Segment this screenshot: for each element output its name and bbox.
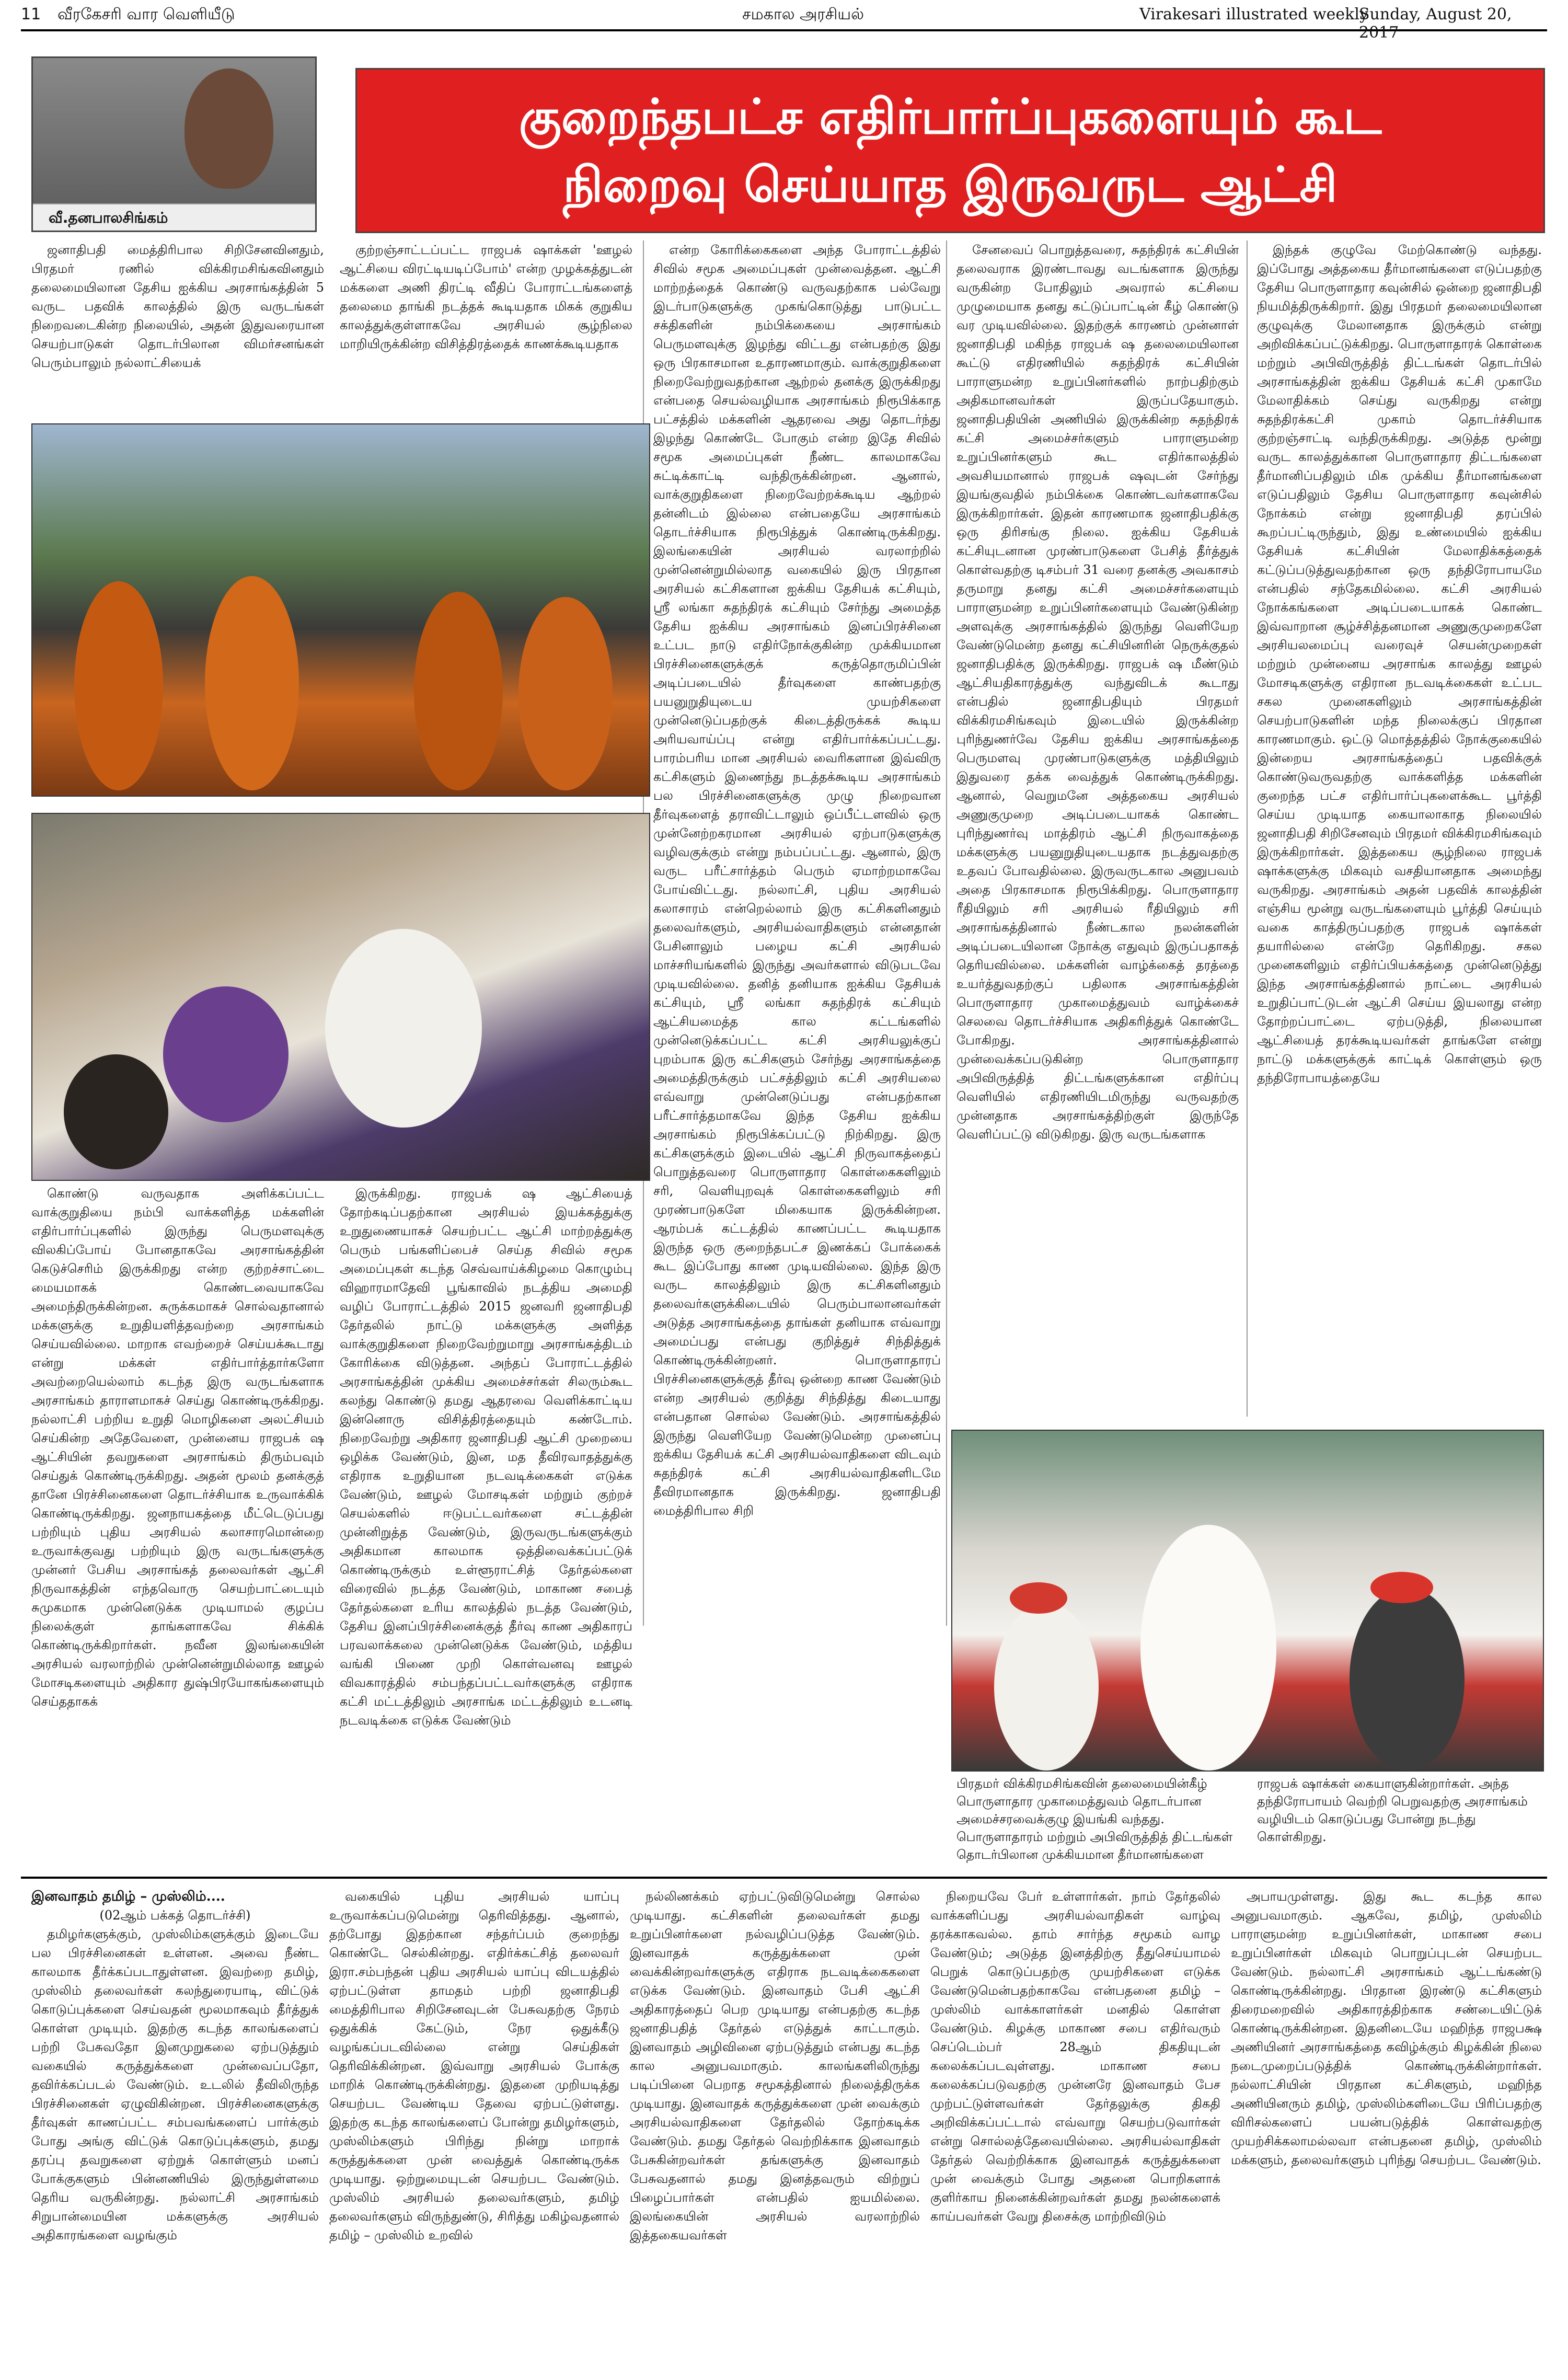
lower-column-2	[329, 1887, 619, 2373]
headline-line-2: நிறைவு செய்யாத இருவருட ஆட்சி	[563, 156, 1338, 213]
lower-subhead: இனவாதம் தமிழ் – முஸ்லிம்....	[31, 1889, 225, 1904]
photo-seated-protest	[31, 813, 650, 1181]
paragraph: தமிழர்களுக்கும், முஸ்லிம்களுக்கும் இடையே பல பிரச்சினைகள் உள்ளன. அவை நீண்ட காலமாக தீர்க்கப்படாதுள்ளன. இவற்றை தமிழ், முஸ்லிம் தலைவர்கள் கலந்துரையாடி, விட்டுக் கொடுப்புக்களை செய்வதன் மூலமாகவும் தீர்த்துக் கொள்ள முடியும். இதற்கு கடந்த காலங்களைப் பற்றி பேசுவதோ இனமுறுகலை ஏற்படுத்தும் வகையில் கருத்துக்களை முன்வைப்பதோ, தவிர்க்கப்படல் வேண்டும். உடலில் தீவிலிருந்த பிரச்சினைகள் ஏழுவிகின்றன. பிரச்சினைகளுக்கு தீர்வுகள் காணப்பட்ட சம்பவங்களைப் பார்க்கும் போது அங்கு விட்டுக் கொடுப்புக்களும், தமது தரப்பு தவறுகளை ஏற்றுக் கொள்ளும் மனப் போக்குகளும் பின்னணியில் இருந்துள்ளமை தெரிய வருகின்றது. நல்லாட்சி அரசாங்கம் சிறுபான்மையின மக்களுக்கு அரசியல் அதிகாரங்களை வழங்கும்	[31, 1927, 319, 2243]
paragraph: என்ற கோரிக்கைகளை அந்த போராட்டத்தில் சிவில் சமூக அமைப்புகள் முன்வைத்தன. ஆட்சி மாற்றத்தைக் கொண்டு வருவதற்காக பல்வேறு இடர்பாடுகளுக்கு முகங்கொடுத்து பாடுபட்ட சக்திகளின் நம்பிக்கையை அரசாங்கம் பெருமளவுக்கு இழந்து விட்டது என்பதற்கு இது ஒரு பிரகாசமான உதாரணமாகும். வாக்குறுதிகளை நிறைவேற்றுவதற்கான ஆற்றல் தனக்கு இருக்கிறது என்பதை செயல்வழியாக அரசாங்கம் நிரூபிக்காத பட்சத்தில் மக்களின் ஆதரவை அது தொடர்ந்து இழந்து கொண்டே போகும் என்ற இதே சிவில் சமூக அமைப்புகள் நீண்ட காலமாகவே சுட்டிக்காட்டி வந்திருக்கின்றன. ஆனால், வாக்குறுதிகளை நிறைவேற்றக்கூடிய ஆற்றல் தன்னிடம் இல்லை என்பதையே அரசாங்கம் தொடர்ச்சியாக நிரூபித்துக் கொண்டிருக்கிறது. இலங்கையின் அரசியல் வரலாற்றில் முன்னென்றுமில்லாத வகையில் இரு பிரதான அரசியல் கட்சிகளான ஐக்கிய தேசியக் கட்சியும், ஸ்ரீ லங்கா சுதந்திரக் கட்சியும் சேர்ந்து அமைத்த தேசிய ஐக்கிய அரசாங்கம் இனப்பிரச்சினை உட்பட நாடு எதிர்நோக்குகின்ற முக்கியமான பிரச்சினைகளுக்குக் கருத்தொருமிப்பின் அடிப்படையில் தீர்வுகளை காண்பதற்கு பயனுறுதியுடைய முயற்சிகளை முன்னெடுப்பதற்குக் கிடைத்திருக்கக் கூடிய அரியவாய்ப்பு என்று எதிர்பார்க்கப்பட்டது. பாரம்பரிய மான அரசியல் வைரிகளான இவ்விரு கட்சிகளும் இணைந்து நடத்தக்கூடிய அரசாங்கம் பல பிரச்சினைகளுக்கு முழு நிறைவான தீர்வுகளைத் தராவிட்டாலும் ஒப்பீட்டளவில் ஒரு முன்னேற்றகரமான அரசியல் ஏற்பாடுகளுக்கு வழிவகுக்கும் என்று நம்பப்பட்டது. ஆனால், இரு வருட பரீட்சார்த்தம் பெரும் ஏமாற்றமாகவே போய்விட்டது. நல்லாட்சி, புதிய அரசியல் கலாசாரம் என்றெல்லாம் இரு கட்சிகளினதும் தலைவர்களும், அரசியல்வாதிகளும் என்னதான் பேசினாலும் பழைய கட்சி அரசியல் மாச்சரியங்களில் இருந்து அவர்களால் விடுபடவே முடியவில்லை. தனித் தனியாக ஐக்கிய தேசியக் கட்சியும், ஸ்ரீ லங்கா சுதந்திரக் கட்சியும் ஆட்சியமைத்த கால கட்டங்களில் முன்னெடுக்கப்பட்ட கட்சி அரசியலுக்குப் புறம்பாக இரு கட்சிகளும் சேர்ந்து அரசாங்கத்தை அமைத்திருக்கும் பட்சத்திலும் கட்சி அரசியலை எவ்வாறு முன்னெடுப்பது என்பதற்கான பரீட்சார்த்தமாகவே இந்த தேசிய ஐக்கிய அரசாங்கம் நிரூபிக்கப்பட்டு நிற்கிறது. இரு கட்சிகளுக்கும் இடையில் ஆட்சி நிருவாகத்தைப் பொறுத்தவரை பொருளாதார கொள்கைகளிலும் சரி, வெளியுறவுக் கொள்கைகளிலும் சரி முரண்பாடுகளே மிகையாக இருக்கின்றன. ஆரம்பக் கட்டத்தில் காணப்பட்ட கூடியதாக இருந்த ஒரு குறைந்தபட்ச இணக்கப் போக்கைக் கூட இப்போது காண முடியவில்லை. இந்த இரு வருட காலத்திலும் இரு கட்சிகளினதும் தலைவர்களுக்கிடையில் பெரும்பாலானவர்கள் அடுத்த அரசாங்கத்தை தாங்கள் தனியாக எவ்வாறு அமைப்பது என்பது குறித்துச் சிந்தித்துக் கொண்டிருக்கின்றனர். பொருளாதாரப் பிரச்சினைகளுக்குத் தீர்வு ஒன்றை காண வேண்டும் என்ற அரசியல் குறித்து சிந்தித்து கிடையாது என்பதான சொல்ல வேண்டும். அரசாங்கத்தில் இருந்து வெளியேற வேண்டுமென்ற முனைப்பு ஐக்கிய தேசியக் கட்சி அரசியல்வாதிகளை விடவும் சுதந்திரக் கட்சி அரசியல்வாதிகளிடமே தீவிரமானதாக இருக்கிறது. ஜனாதிபதி மைத்திரிபால சிறி	[653, 243, 941, 1518]
figure	[205, 576, 299, 790]
column-rule	[946, 240, 947, 1626]
paragraph: அபாயமுள்ளது. இது கூட கடந்த கால அனுபவமாகும். ஆகவே, தமிழ், முஸ்லிம் பாராளுமன்ற உறுப்பினர்கள், மாகாண சபை உறுப்பினர்கள் மிகவும் பொறுப்புடன் செயற்பட வேண்டும். நல்லாட்சி அரசாங்கம் ஆட்டங்கண்டு கொண்டிருக்கின்றது. பிரதான இரண்டு கட்சிகளும் திரைமறைவில் அதிகாரத்திற்காக சண்டையிட்டுக் கொண்டிருக்கின்றன. இதனிடையே மஹிந்த ராஜபக்ஷ அணியினர் அரசாங்கத்தை கவிழ்க்கும் கிழக்கின் நிலை நடைமுறைப்படுத்திக் கொண்டிருக்கின்றார்கள். நல்லாட்சியின் பிரதான கட்சிகளும், மஹிந்த அணியினரும் தமிழ், முஸ்லிம்களிடையே பிரிப்பதற்கு விரிசல்களைப் பயன்படுத்திக் கொள்வதற்கு முயற்சிக்கலாமல்லவா என்பதனை தமிழ், முஸ்லிம் மக்களும், தலைவர்களும் புரிந்து செயற்பட வேண்டும்.	[1231, 1889, 1542, 2167]
section-title: சமகால அரசியல்	[742, 5, 864, 24]
paragraph: நல்லிணக்கம் ஏற்பட்டுவிடுமென்று சொல்ல முடியாது. கட்சிகளின் தலைவர்கள் தமது உறுப்பினர்களை நல்வழிப்படுத்த வேண்டும். இனவாதக் கருத்துக்களை முன் வைக்கின்றவர்களுக்கு எதிராக நடவடிக்கைகளை எடுக்க வேண்டும். இனவாதம் பேசி ஆட்சி அதிகாரத்தைப் பெற முடியாது என்பதற்கு கடந்த ஜனாதிபதித் தேர்தல் எடுத்துக் காட்டாகும். இனவாதம் அழிவினை ஏற்படுத்தும் என்பது கடந்த கால அனுபவமாகும். காலங்களிலிருந்து படிப்பினை பெறாத சமூகத்தினால் நிலைத்திருக்க முடியாது. இனவாதக் கருத்துக்களை முன் வைக்கும் அரசியல்வாதிகளை தேர்தலில் தோற்கடிக்க வேண்டும். தமது தேர்தல் வெற்றிக்காக இனவாதம் பேசுகின்றவர்கள் தங்களுக்கு இனவாதம் பேசுவதனால் தமது இனத்தவரும் விற்றுப் பிழைப்பார்கள் என்பதில் ஐயமில்லை. இலங்கையின் அரசியல் வரலாற்றில் இத்தகையவர்கள்	[630, 1889, 920, 2243]
page-number: 11	[21, 5, 41, 24]
photo-monks-protest	[31, 423, 650, 797]
author-portrait	[31, 56, 317, 232]
continued-note: (02ஆம் பக்கத் தொடர்ச்சி)	[99, 1908, 251, 1923]
paragraph: நிறையவே பேர் உள்ளார்கள். நாம் தேர்தலில் வாக்களிப்பது அரசியல்வாதிகள் வாழ்வு தரக்காகவல்ல. தாம் சார்ந்த சமூகம் வாழ வேண்டும்; அடுத்த இனத்திற்கு தீதுசெய்யாமல் பெறுக் கொடுப்பதற்கு முயற்சிகளை எடுக்க வேண்டுமென்பதற்காகவே என்பதனை தமிழ் – முஸ்லிம் வாக்காளர்கள் மனதில் கொள்ள வேண்டும். கிழக்கு மாகாண சபை எதிர்வரும் செப்டெம்பர் 28ஆம் திகதியுடன் கலைக்கப்படவுள்ளது. மாகாண சபை கலைக்கப்படுவதற்கு முன்னரே இனவாதம் பேச முற்பட்டுள்ளவர்கள் தேர்தலுக்கு திகதி அறிவிக்கப்பட்டால் எவ்வாறு செயற்படுவார்கள் என்று சொல்லத்தேவையில்லை. அரசியல்வாதிகள் தேர்தல் வெற்றிக்காக இனவாதக் கருத்துக்களை முன் வைக்கும் போது அதனை பொறிகளாக் குளிர்காய நினைக்கின்றவர்கள் தமது நலன்களைக் காய்பவர்கள் வேறு திசைக்கு மாற்றிவிடும்	[930, 1889, 1220, 2224]
lower-column-5	[1231, 1887, 1542, 2373]
lower-column-3	[630, 1887, 920, 2373]
paragraph: வகையில் புதிய அரசியல் யாப்பு உருவாக்கப்படுமென்று தெரிவித்தது. ஆனால், தற்போது இதற்கான சந்தர்ப்பம் குறைந்து கொண்டே செல்கின்றது. எதிர்க்கட்சித் தலைவர் இரா.சம்பந்தன் புதிய அரசியல் யாப்பு விடயத்தில் ஏற்பட்டுள்ள தாமதம் பற்றி ஜனாதிபதி மைத்திரிபால சிறிசேனவுடன் பேசுவதற்கு நேரம் ஒதுக்கிக் கேட்டும், நேர ஒதுக்கீடு வழங்கப்படவில்லை என்று செய்திகள் தெரிவிக்கின்றன. இவ்வாறு அரசியல் போக்கு மாறிக் கொண்டிருக்கின்றது. இதனை முறியடித்து செயற்பட வேண்டிய தேவை ஏற்பட்டுள்ளது. இதற்கு கடந்த காலங்களைப் போன்று தமிழர்களும், முஸ்லிம்களும் பிரிந்து நின்று மாறாக் கருத்துக்களை முன் வைத்துக் கொண்டிருக்க முடியாது. ஒற்றுமையுடன் செயற்பட வேண்டும். முஸ்லிம் அரசியல் தலைவர்களும், தமிழ் தலைவர்களும் விருந்துண்டு, சிரித்து மகிழ்வதனால் தமிழ் – முஸ்லிம் உறவில்	[329, 1889, 619, 2243]
lower-column-4	[930, 1887, 1220, 2373]
column-3	[653, 240, 941, 1620]
paragraph: இருக்கிறது. ராஜபக் ஷ ஆட்சியைத் தோற்கடிப்பதற்கான அரசியல் இயக்கத்துக்கு உறுதுணையாகச் செயற்பட்ட ஆட்சி மாற்றத்துக்கு பெரும் பங்களிப்பைச் செய்த சிவில் சமூக அமைப்புகள் கடந்த செவ்வாய்க்கிழமை கொழும்பு விஹாரமாதேவி பூங்காவில் நடத்திய அமைதி வழிப் போராட்டத்தில் 2015 ஜனவரி ஜனாதிபதி தேர்தலில் நாட்டு மக்களுக்கு அளித்த வாக்குறுதிகளை நிறைவேற்றுமாறு அரசாங்கத்திடம் கோரிக்கை விடுத்தன. அந்தப் போராட்டத்தில் அரசாங்கத்தின் முக்கிய அமைச்சர்கள் சிலரும்கூட கலந்து கொண்டு தமது ஆதரவை வெளிக்காட்டிய இன்னொரு விசித்திரத்தையும் கண்டோம். நிறைவேற்று அதிகார ஜனாதிபதி ஆட்சி முறையை ஒழிக்க வேண்டும், இன, மத தீவிரவாதத்துக்கு எதிராக உறுதியான நடவடிக்கைகள் எடுக்க வேண்டும், ஊழல் மோசடிகள் மற்றும் குற்றச் செயல்களில் ஈடுபட்டவர்களை சட்டத்தின் முன்னிறுத்த வேண்டும், இருவருடங்களுக்கும் அதிகமான காலமாக ஒத்திவைக்கப்பட்டுக் கொண்டிருக்கும் உள்ளூராட்சித் தேர்தல்களை விரைவில் நடத்த வேண்டும், மாகாண சபைத் தேர்தல்களை உரிய காலத்தில் நடத்த வேண்டும், தேசிய இனப்பிரச்சினைக்குத் தீர்வு காண அதிகாரப் பரவலாக்கலை முன்னெடுக்க வேண்டும், மத்திய வங்கி பிணை முறி கொள்வனவு ஊழல் விவகாரத்தில் சம்பந்தப்பட்டவர்களுக்கு எதிராக கட்சி மட்டத்திலும் அரசாங்க மட்டத்திலும் உடனடி நடவடிக்கை எடுக்க வேண்டும்	[340, 1186, 632, 1728]
author-byline: வீ.தனபாலசிங்கம்	[33, 203, 315, 231]
paper-name: வீரகேசரி வார வெளியீடு	[57, 5, 235, 24]
author-photo	[185, 68, 273, 189]
column-2-bottom	[340, 1184, 632, 1728]
column-rule	[1247, 240, 1248, 1417]
paragraph: கொண்டு வருவதாக அளிக்கப்பட்ட வாக்குறுதியை நம்பி வாக்களித்த மக்களின் எதிர்பார்ப்புகளில் இருந்து பெருமளவுக்கு விலகிப்போய் போனதாகவே அரசாங்கத்தின் கெடுச்செரிம் இருக்கிறது என்ற குற்றச்சாட்டை மையமாகக் கொண்டவையாகவே அமைந்திருக்கின்றன. சுருக்கமாகச் சொல்வதானால் மக்களுக்கு உறுதியளித்தவற்றை அரசாங்கம் செய்யவில்லை. மாறாக எவற்றைச் செய்யக்கூடாது என்று மக்கள் எதிர்பார்த்தார்களோ அவற்றையெல்லாம் கடந்த இரு வருடங்களாக அரசாங்கம் தாராளமாகச் செய்து கொண்டிருக்கிறது. நல்லாட்சி பற்றிய உறுதி மொழிகளை அலட்சியம் செய்கின்ற அதேவேளை, முன்னைய ராஜபக் ஷ ஆட்சியின் தவறுகளை அரசாங்கம் திரும்பவும் செய்துக் கொண்டிருக்கிறது. அதன் மூலம் தனக்குத் தானே பிரச்சினைகளை தொடர்ச்சியாக உருவாக்கிக் கொண்டிருக்கிறது. ஜனநாயகத்தை மீட்டெடுப்பது பற்றியும் புதிய அரசியல் கலாசாரமொன்றை உருவாக்குவது பற்றியும் இரு வருடங்களுக்கு முன்னர் பேசிய அரசாங்கத் தலைவர்கள் ஆட்சி நிருவாகத்தின் எந்தவொரு செயற்பாட்டையும் சுமுகமாக முன்னெடுக்க முடியாமல் குழப்ப நிலைக்குள் தாங்களாகவே சிக்கிக் கொண்டிருக்கிறார்கள். நவீன இலங்கையின் அரசியல் வரலாற்றில் முன்னென்றுமில்லாத ஊழல் மோசடிகளையும் அதிகார துஷ்பிரயோகங்களையும் செய்ததாகக்	[31, 1186, 324, 1709]
figure	[64, 1054, 168, 1169]
figure	[994, 1603, 1099, 1770]
paragraph: சேனவைப் பொறுத்தவரை, சுதந்திரக் கட்சியின் தலைவராக இரண்டாவது வடங்களாக இருந்து வருகின்ற போதிலும் அவரால் கட்சியை முழுமையாக தனது கட்டுப்பாட்டின் கீழ் கொண்டு வர முடியவில்லை. இதற்குக் காரணம் முன்னாள் ஜனாதிபதி மகிந்த ராஜபக் ஷ தலைமையிலான கூட்டு எதிரணியில் சுதந்திரக் கட்சியின் பாராளுமன்ற உறுப்பினர்களில் நாற்பதிற்கும் அதிகமானவர்கள் இருப்பதேயாகும். ஜனாதிபதியின் அணியில் இருக்கின்ற சுதந்திரக் கட்சி அமைச்சர்களும் பாராளுமன்ற உறுப்பினர்களும் கூட எதிர்காலத்தில் அவசியமானால் ராஜபக் ஷவுடன் சேர்ந்து இயங்குவதில் நம்பிக்கை கொண்டவர்களாகவே இருக்கிறார்கள். இதன் காரணமாக ஜனாதிபதிக்கு ஒரு திரிசங்கு நிலை. ஐக்கிய தேசியக் கட்சியுடனான முரண்பாடுகளை பேசித் தீர்த்துக் கொள்வதற்கு டிசம்பர் 31 வரை தனக்கு அவகாசம் தருமாறு தனது கட்சி அமைச்சர்களையும் பாராளுமன்ற உறுப்பினர்களையும் வேண்டுகின்ற அளவுக்கு அரசாங்கத்தில் இருந்து வெளியேற வேண்டுமென்ற தனது கட்சியினரின் நெருக்குதல் ஜனாதிபதிக்கு இருக்கிறது. ராஜபக் ஷ மீண்டும் ஆட்சியதிகாரத்துக்கு வந்துவிடக் கூடாது என்பதில் ஜனாதிபதியும் பிரதமர் விக்கிரமசிங்கவும் இடையில் இருக்கின்ற புரிந்துணர்வே தேசிய ஐக்கிய அரசாங்கத்தை பெருமளவு முரண்பாடுகளுக்கு மத்தியிலும் இதுவரை தக்க வைத்துக் கொண்டிருக்கிறது. ஆனால், வெறுமனே அத்தகைய அரசியல் அணுகுமுறை அடிப்படையாகக் கொண்ட புரிந்துணர்வு மாத்திரம் ஆட்சி நிருவாகத்தை மக்களுக்கு பயனுறுதியுடையதாக நடத்துவதற்கு உதவப் போவதில்லை. இருவருடகால அனுபவம் அதை பிரகாசமாக நிரூபிக்கிறது. பொருளாதார ரீதியிலும் சரி அரசியல் ரீதியிலும் சரி அரசாங்கத்தினால் நீண்டகால நலன்களின் அடிப்படையிலான நோக்கு எதுவும் இருப்பதாகத் தெரியவில்லை. மக்களின் வாழ்க்கைத் தரத்தை உயர்த்துவதற்குப் பதிலாக அரசாங்கத்தின் பொருளாதார முகாமைத்துவம் வாழ்க்கைச் செலவை தொடர்ச்சியாக அதிகரித்துக் கொண்டே போகிறது. அரசாங்கத்தினால் முன்வைக்கப்படுகின்ற பொருளாதார அபிவிருத்தித் திட்டங்களுக்கான எதிர்ப்பு வெளியில் எதிரணியிடமிருந்து வருவதற்கு முன்னதாக அரசாங்கத்திற்குள் இருந்தே வெளிப்பட்டு விடுகிறது. இரு வருடங்களாக	[956, 243, 1239, 1142]
headline-banner	[355, 68, 1545, 233]
figure	[1370, 1572, 1433, 1603]
figure	[518, 597, 613, 790]
figure	[1010, 1582, 1067, 1614]
photo-rally	[951, 1430, 1544, 1772]
figure	[1350, 1588, 1465, 1770]
paragraph: குற்றஞ்சாட்டப்பட்ட ராஜபக் ஷாக்கள் 'ஊழல் ஆட்சியை விரட்டியடிப்போம்' என்ற முழக்கத்துடன் மக்களை அணி திரட்டி வீதிப் போராட்டங்களைத் தலைமை தாங்கி நடத்தக் கூடியதாக மிகக் குறுகிய காலத்துக்குள்ளாகவே அரசியல் சூழ்நிலை மாறியிருக்கின்ற விசித்திரத்தைக் காணக்கூடியதாக	[340, 243, 632, 351]
masthead: Virakesari illustrated weekly	[1139, 5, 1368, 24]
section-separator	[21, 1877, 1547, 1879]
column-1-top	[31, 240, 324, 413]
column-1-bottom	[31, 1184, 324, 1709]
column-5	[1257, 240, 1542, 1417]
figure	[163, 986, 289, 1122]
paragraph: இந்தக் குழுவே மேற்கொண்டு வந்தது. இப்போது அத்தகைய தீர்மானங்களை எடுப்பதற்கு தேசிய பொருளாதார கவுன்சில் ஒன்றை ஜனாதிபதி நியமித்திருக்கிறார். இது பிரதமர் தலைமையிலான குழுவுக்கு மேலானதாக இருக்கும் என்று அறிவிக்கப்பட்டுக்கிறது. பொருளாதாரக் கொள்கை மற்றும் அபிவிருத்தித் திட்டங்கள் தொடர்பில் அரசாங்கத்தின் ஐக்கிய தேசியக் கட்சி முகாமே மேலாதிக்கம் செய்து வருகிறது என்று சுதந்திரக்கட்சி முகாம் தொடர்ச்சியாக குற்றஞ்சாட்டி வந்திருக்கிறது. அடுத்த மூன்று வருட காலத்துக்கான பொருளாதார திட்டங்களை தீர்மானிப்பதிலும் மிக முக்கிய தீர்மானங்களை எடுப்பதிலும் தேசிய பொருளாதார கவுன்சில் நோக்கம் என்று ஜனாதிபதி தரப்பில் கூறப்பட்டிருந்தும், இது உண்மையில் ஐக்கிய தேசியக் கட்சியின் மேலாதிக்கத்தைக் கட்டுப்படுத்துவதற்கான ஒரு தந்திரோபாயமே என்பதில் சந்தேகமில்லை. கட்சி அரசியல் நோக்கங்களை அடிப்படையாகக் கொண்ட இவ்வாறான சூழ்ச்சித்தனமான அணுகுமுறைகளே அரசியலமைப்பு வரைவுச் செயன்முறைகள் மற்றும் முன்னைய அரசாங்க காலத்து ஊழல் மோசடிகளுக்கு எதிரான நடவடிக்கைகள் உட்பட சகல முனைகளிலும் அரசாங்கத்தின் செயற்பாடுகளின் மந்த நிலைக்குப் பிரதான காரணமாகும். ஒட்டு மொத்தத்தில் நோக்குகையில் இன்றைய அரசாங்கத்தைப் பதவிக்குக் கொண்டுவருவதற்கு வாக்களித்த மக்களின் குறைந்த பட்ச எதிர்பார்ப்புகளைக்கூட பூர்த்தி செய்ய முடியாத கையாலாகாத நிலையில் ஜனாதிபதி சிறிசேனவும் பிரதமர் விக்கிரமசிங்கவும் இருக்கிறார்கள். இத்தகைய சூழ்நிலை ராஜபக் ஷாக்களுக்கு மிகவும் வசதியானதாக அமைந்து வருகிறது. அரசாங்கம் அதன் பதவிக் காலத்தின் எஞ்சிய மூன்று வருடங்களையும் பூர்த்தி செய்யும் வகை காத்திருப்பதற்கு ராஜபக் ஷாக்கள் தயாரில்லை என்றே தெரிகிறது. சகல முனைகளிலும் எதிர்ப்பியக்கத்தை முன்னெடுத்து இந்த அரசாங்கத்தினால் நாட்டை அரசியல் உறுதிப்பாட்டுடன் ஆட்சி செய்ய இயலாது என்ற தோற்றப்பாட்டை ஏற்படுத்தி, நிலையான ஆட்சியைத் தரக்கூடியவர்கள் தாங்களே என்று நாட்டு மக்களுக்குக் காட்டிக் கொள்ளும் ஒரு தந்திரோபாயத்தையே	[1257, 243, 1542, 1085]
paragraph: ஜனாதிபதி மைத்திரிபால சிறிசேனவினதும், பிரதமர் ரணில் விக்கிரமசிங்கவினதும் தலைமையிலான தேசிய ஐக்கிய அரசாங்கத்தின் 5 வருட பதவிக் காலத்தில் இரு வருடங்கள் நிறைவடைகின்ற நிலையில், அதன் இதுவரையான செயற்பாடுகள் தொடர்பிலான விமர்சனங்கள் பெரும்பாலும் நல்லாட்சியைக்	[31, 243, 324, 370]
caption-right: ராஜபக் ஷாக்கள் கையாளுகின்றார்கள். அந்த தந்திரோபாயம் வெற்றி பெறுவதற்கு அரசாங்கம் வழியிடம் கொடுப்பது போன்று நடந்து கொள்கிறது.	[1257, 1776, 1528, 1844]
column-4	[956, 240, 1239, 1417]
caption-left: பிரதமர் விக்கிரமசிங்கவின் தலைமையின்கீழ் பொருளாதார முகாமைத்துவம் தொடர்பான அமைச்சரவைக்குழு இயங்கி வந்தது. பொருளாதாரம் மற்றும் அபிவிருத்தித் திட்டங்கள் தொடர்பிலான முக்கியமான தீர்மானங்களை	[956, 1776, 1233, 1862]
figure	[74, 581, 163, 790]
headline-line-1: குறைந்தபட்ச எதிர்பார்ப்புகளையும் கூட	[518, 88, 1382, 145]
column-2-top	[340, 240, 632, 413]
figure	[325, 929, 482, 1128]
page-header	[21, 0, 1547, 42]
issue-date: Sunday, August 20, 2017	[1359, 5, 1512, 42]
figure	[414, 592, 503, 790]
figure	[1140, 1525, 1276, 1770]
lower-column-1	[31, 1887, 319, 2373]
